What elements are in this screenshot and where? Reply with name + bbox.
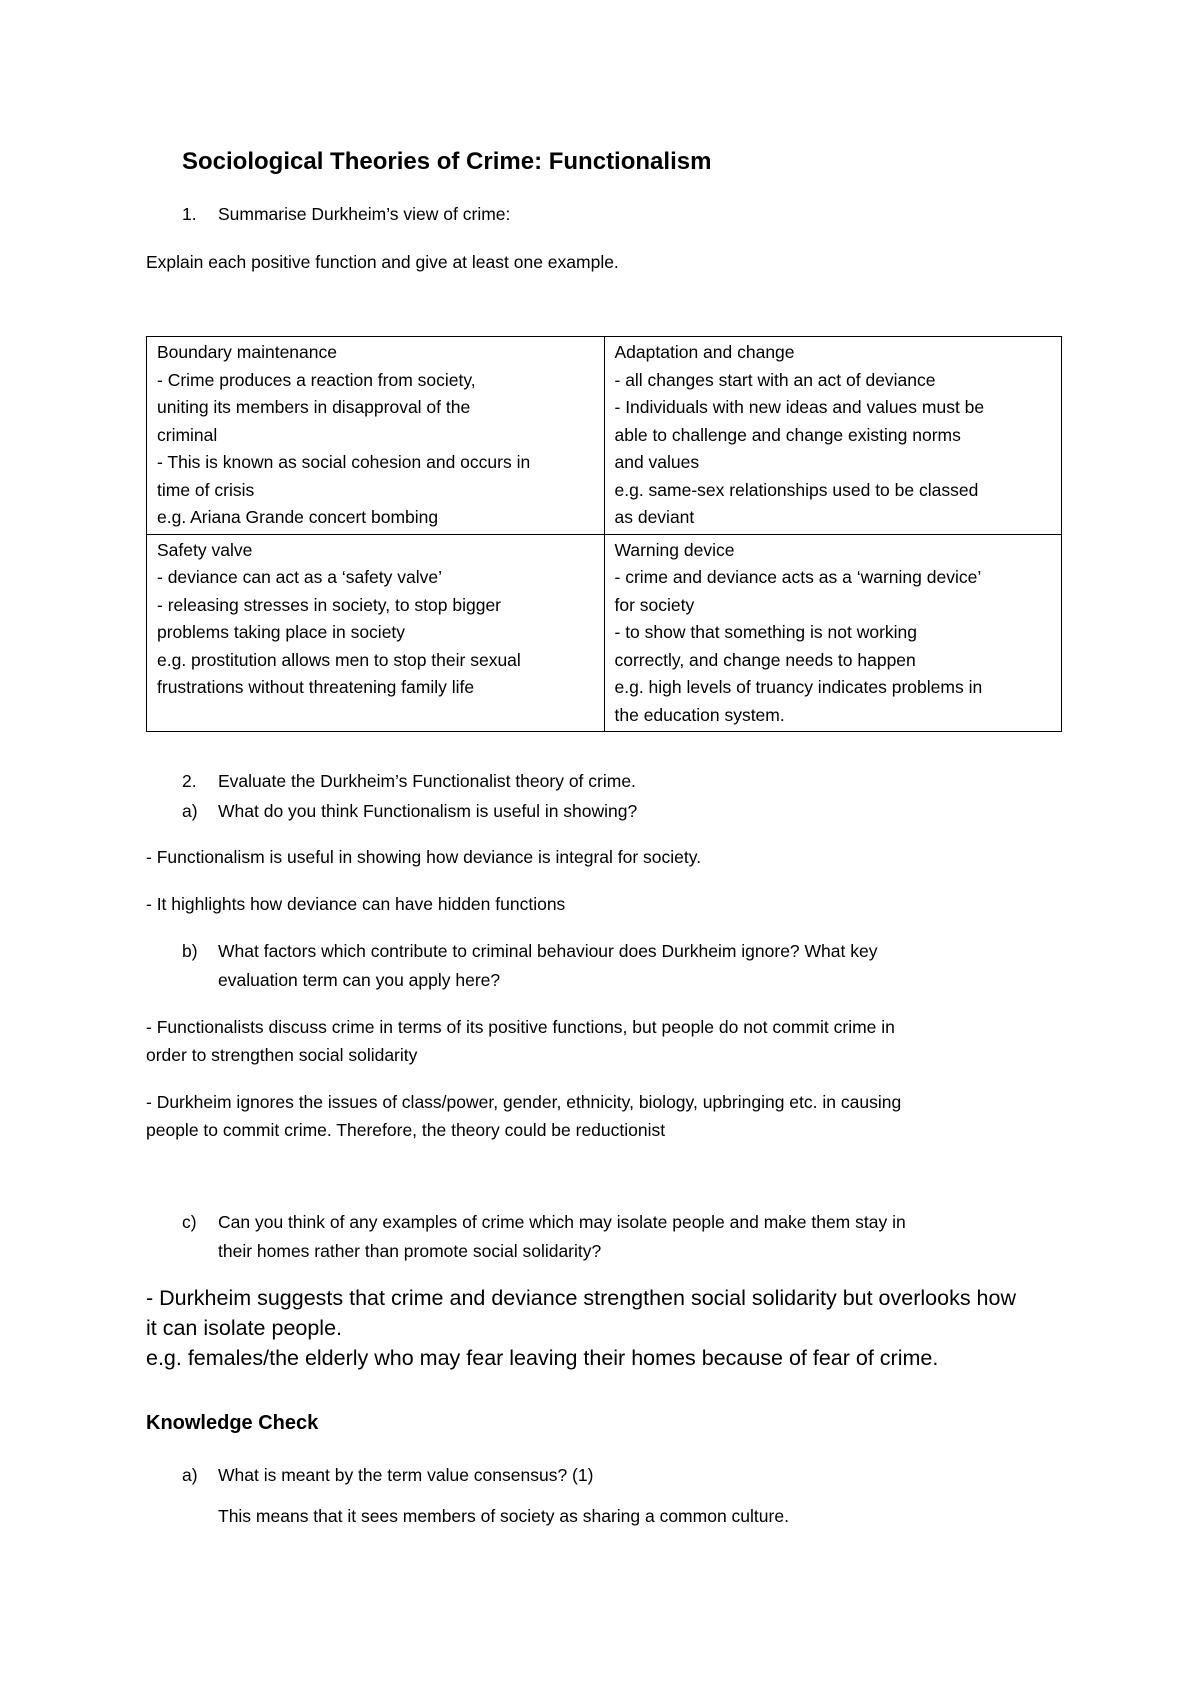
table-cell-warning-device <box>604 534 1062 732</box>
answer-line: - Functionalists discuss crime in terms of its positive functions, but people do not commit crime in <box>146 1017 895 1037</box>
question-text: Evaluate the Durkheim’s Functionalist theory of crime. <box>218 771 636 791</box>
question-label: c) <box>182 1212 197 1232</box>
answer-line: e.g. females/the elderly who may fear leaving their homes because of fear of crime. <box>146 1346 939 1370</box>
answer-2a-line: - Functionalism is useful in showing how deviance is integral for society. <box>146 847 702 867</box>
cell-line: uniting its members in disapproval of the <box>157 397 471 417</box>
cell-line: - deviance can act as a ‘safety valve’ <box>157 567 443 587</box>
question-number: 1. <box>182 204 197 224</box>
question-text: their homes rather than promote social solidarity? <box>218 1241 602 1261</box>
cell-heading: Warning device <box>614 539 735 560</box>
question-2b <box>182 937 1082 993</box>
answer-2c <box>146 1283 1016 1373</box>
cell-line: and values <box>614 452 700 472</box>
question-label: a) <box>182 801 198 821</box>
cell-heading: Safety valve <box>157 539 253 560</box>
answer-2b-paragraph-2 <box>146 1088 901 1144</box>
question-text: What do you think Functionalism is useful in showing? <box>218 801 638 821</box>
table-row <box>147 337 1062 535</box>
question-text: What is meant by the term value consensus? (1) <box>218 1465 594 1485</box>
knowledge-check-question-a <box>182 1461 1082 1489</box>
question-text: What factors which contribute to criminal behaviour does Durkheim ignore? What key <box>218 941 878 961</box>
cell-heading: Boundary maintenance <box>157 342 337 362</box>
question-2c <box>182 1208 1082 1264</box>
cell-line: - releasing stresses in society, to stop bigger <box>157 594 502 615</box>
question-text: Can you think of any examples of crime which may isolate people and make them stay in <box>218 1212 906 1232</box>
answer-2b-paragraph-1 <box>146 1013 895 1069</box>
question-number: 2. <box>182 771 197 791</box>
cell-line: as deviant <box>614 507 695 527</box>
page-title: Sociological Theories of Crime: Functionalism <box>182 148 712 175</box>
table-row <box>147 534 1062 732</box>
question-2a <box>182 797 1082 825</box>
cell-line: for society <box>614 594 695 615</box>
cell-line: the education system. <box>614 704 785 725</box>
answer-line: people to commit crime. Therefore, the theory could be reductionist <box>146 1120 666 1140</box>
cell-line: e.g. prostitution allows men to stop their sexual <box>157 649 521 670</box>
cell-line: e.g. high levels of truancy indicates problems in <box>614 677 983 697</box>
answer-line: order to strengthen social solidarity <box>146 1045 418 1065</box>
cell-heading: Adaptation and change <box>614 342 795 362</box>
question-label: b) <box>182 941 198 961</box>
answer-line: - Durkheim suggests that crime and deviance strengthen social solidarity but overlooks how <box>146 1286 1016 1310</box>
question-label: a) <box>182 1465 198 1485</box>
answer-line: - Durkheim ignores the issues of class/power, gender, ethnicity, biology, upbringing etc. in causing <box>146 1092 902 1112</box>
cell-line: e.g. same-sex relationships used to be classed <box>614 479 979 500</box>
knowledge-check-heading: Knowledge Check <box>146 1412 319 1434</box>
table-cell-safety-valve <box>147 534 605 732</box>
cell-line: frustrations without threatening family life <box>157 677 475 697</box>
cell-line: - all changes start with an act of deviance <box>614 369 936 390</box>
cell-line: time of crisis <box>157 479 255 500</box>
knowledge-check-answer-a: This means that it sees members of society as sharing a common culture. <box>218 1506 789 1526</box>
cell-line: - crime and deviance acts as a ‘warning device’ <box>614 567 982 587</box>
cell-line: e.g. Ariana Grande concert bombing <box>157 507 439 527</box>
table-cell-adaptation-and-change <box>604 337 1062 535</box>
cell-line: correctly, and change needs to happen <box>614 649 916 670</box>
functions-table <box>146 336 1062 732</box>
cell-line: criminal <box>157 424 218 445</box>
answer-2a-line: - It highlights how deviance can have hidden functions <box>146 894 566 914</box>
question-2 <box>182 767 1082 795</box>
cell-line: - Individuals with new ideas and values must be <box>614 397 985 417</box>
question-text: Summarise Durkheim’s view of crime: <box>218 204 511 224</box>
cell-line: - to show that something is not working <box>614 622 918 642</box>
cell-line: problems taking place in society <box>157 622 406 642</box>
instruction-text: Explain each positive function and give at least one example. <box>146 252 619 272</box>
answer-line: it can isolate people. <box>146 1316 343 1340</box>
cell-line: able to challenge and change existing norms <box>614 424 961 445</box>
table-cell-boundary-maintenance <box>147 337 605 535</box>
question-text: evaluation term can you apply here? <box>218 970 501 990</box>
cell-line: - Crime produces a reaction from society, <box>157 369 476 390</box>
cell-line: - This is known as social cohesion and occurs in <box>157 452 531 472</box>
